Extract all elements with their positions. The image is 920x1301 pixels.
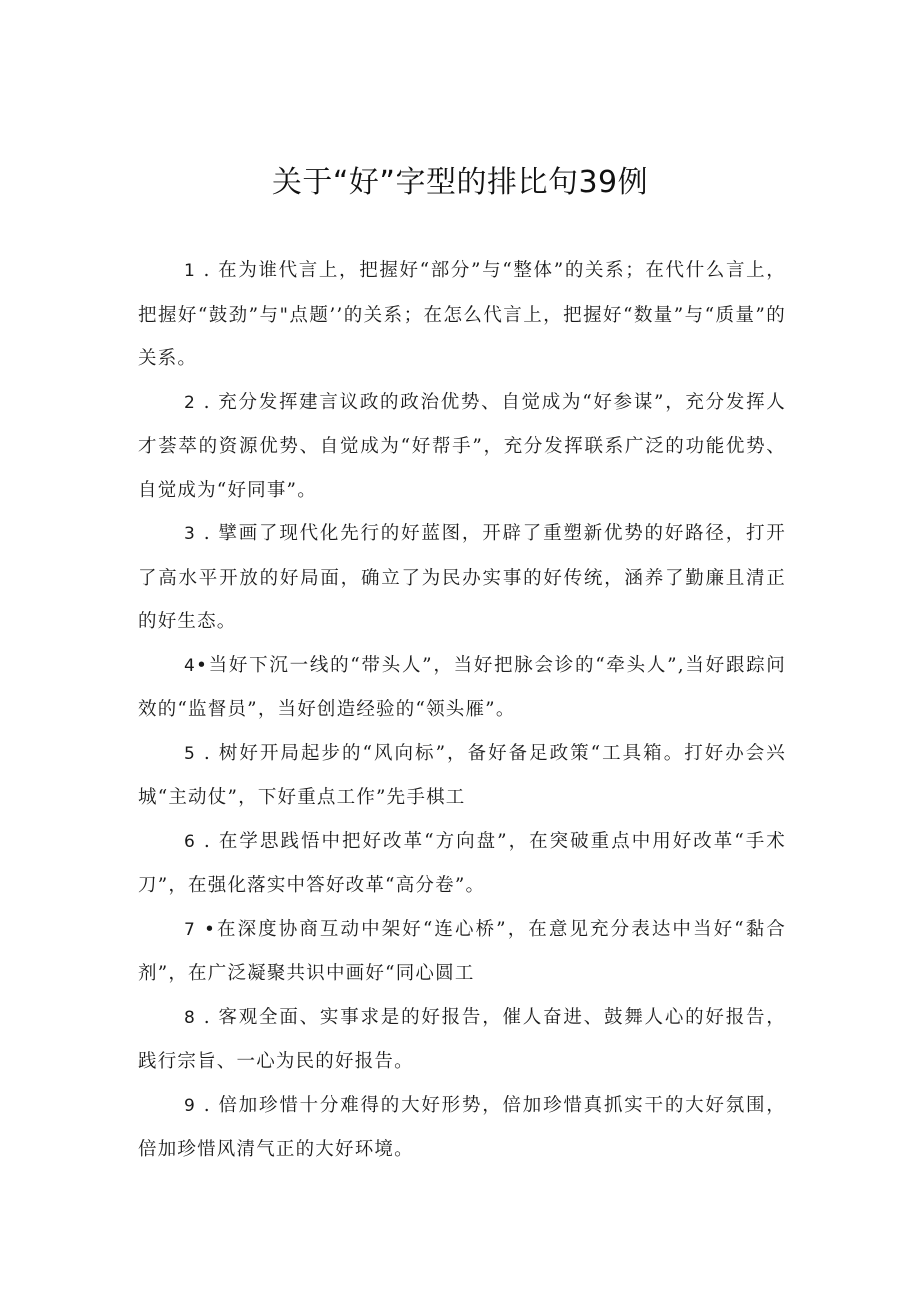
paragraph-text: . 擘画了现代化先行的好蓝图，开辟了重塑新优势的好路径，打开了高水平开放的好局面，确立了为民办实事的好传统，涵养了勤廉且清正的好生态。	[138, 523, 786, 632]
paragraph-text: . 在为谁代言上，把握好“部分”与“整体”的关系；在代什么言上，把握好“鼓劲”与"点题’’的关系；在怎么代言上，把握好“数量”与“质量”的关系。	[138, 260, 786, 369]
paragraph-text: •在深度协商互动中架好“连心桥”，在意见充分表达中当好“黏合剂”，在广泛凝聚共识中画好“同心圆工	[138, 918, 786, 984]
paragraph-number: 6	[184, 831, 197, 852]
document-title: 关于“好”字型的排比句39例	[271, 165, 649, 200]
paragraph-text: . 客观全面、实事求是的好报告，催人奋进、鼓舞人心的好报告，践行宗旨、一心为民的好报告。	[138, 1006, 786, 1072]
paragraph-5	[138, 732, 786, 820]
paragraph-text: . 树好开局起步的“风向标”，备好备足政策“工具箱。打好办会兴城“主动仗”，下好重点工作”先手棋工	[138, 742, 786, 808]
paragraph-2	[138, 381, 786, 513]
paragraph-text: •当好下沉一线的“带头人”，当好把脉会诊的“牵头人”,当好跟踪问效的“监督员”，当好创造经验的“领头雁”。	[138, 654, 786, 720]
paragraph-number: 5	[184, 743, 197, 764]
paragraph-text: . 倍加珍惜十分难得的大好形势，倍加珍惜真抓实干的大好氛围，倍加珍惜风清气正的大好环境。	[138, 1094, 786, 1160]
paragraph-text: . 充分发挥建言议政的政治优势、自觉成为“好参谋”，充分发挥人才荟萃的资源优势、自觉成为“好帮手”，充分发挥联系广泛的功能优势、自觉成为“好同事”。	[138, 391, 786, 501]
paragraph-1	[138, 249, 786, 381]
paragraph-text: . 在学思践悟中把好改革“方向盘”，在突破重点中用好改革“手术刀”，在强化落实中答好改革“高分卷”。	[138, 830, 786, 896]
paragraph-8	[138, 996, 786, 1084]
paragraph-number: 2	[184, 392, 197, 413]
paragraph-7	[138, 908, 786, 996]
paragraph-number: 7	[184, 919, 197, 940]
paragraph-number: 9	[184, 1095, 197, 1116]
paragraph-number: 1	[184, 261, 197, 281]
paragraph-number: 3	[184, 524, 197, 544]
paragraph-number: 8	[184, 1007, 197, 1028]
paragraph-6	[138, 820, 786, 908]
paragraph-9	[138, 1084, 786, 1172]
document-body	[138, 249, 786, 1172]
paragraph-number: 4	[184, 655, 197, 676]
paragraph-4	[138, 644, 786, 732]
paragraph-3	[138, 512, 786, 644]
